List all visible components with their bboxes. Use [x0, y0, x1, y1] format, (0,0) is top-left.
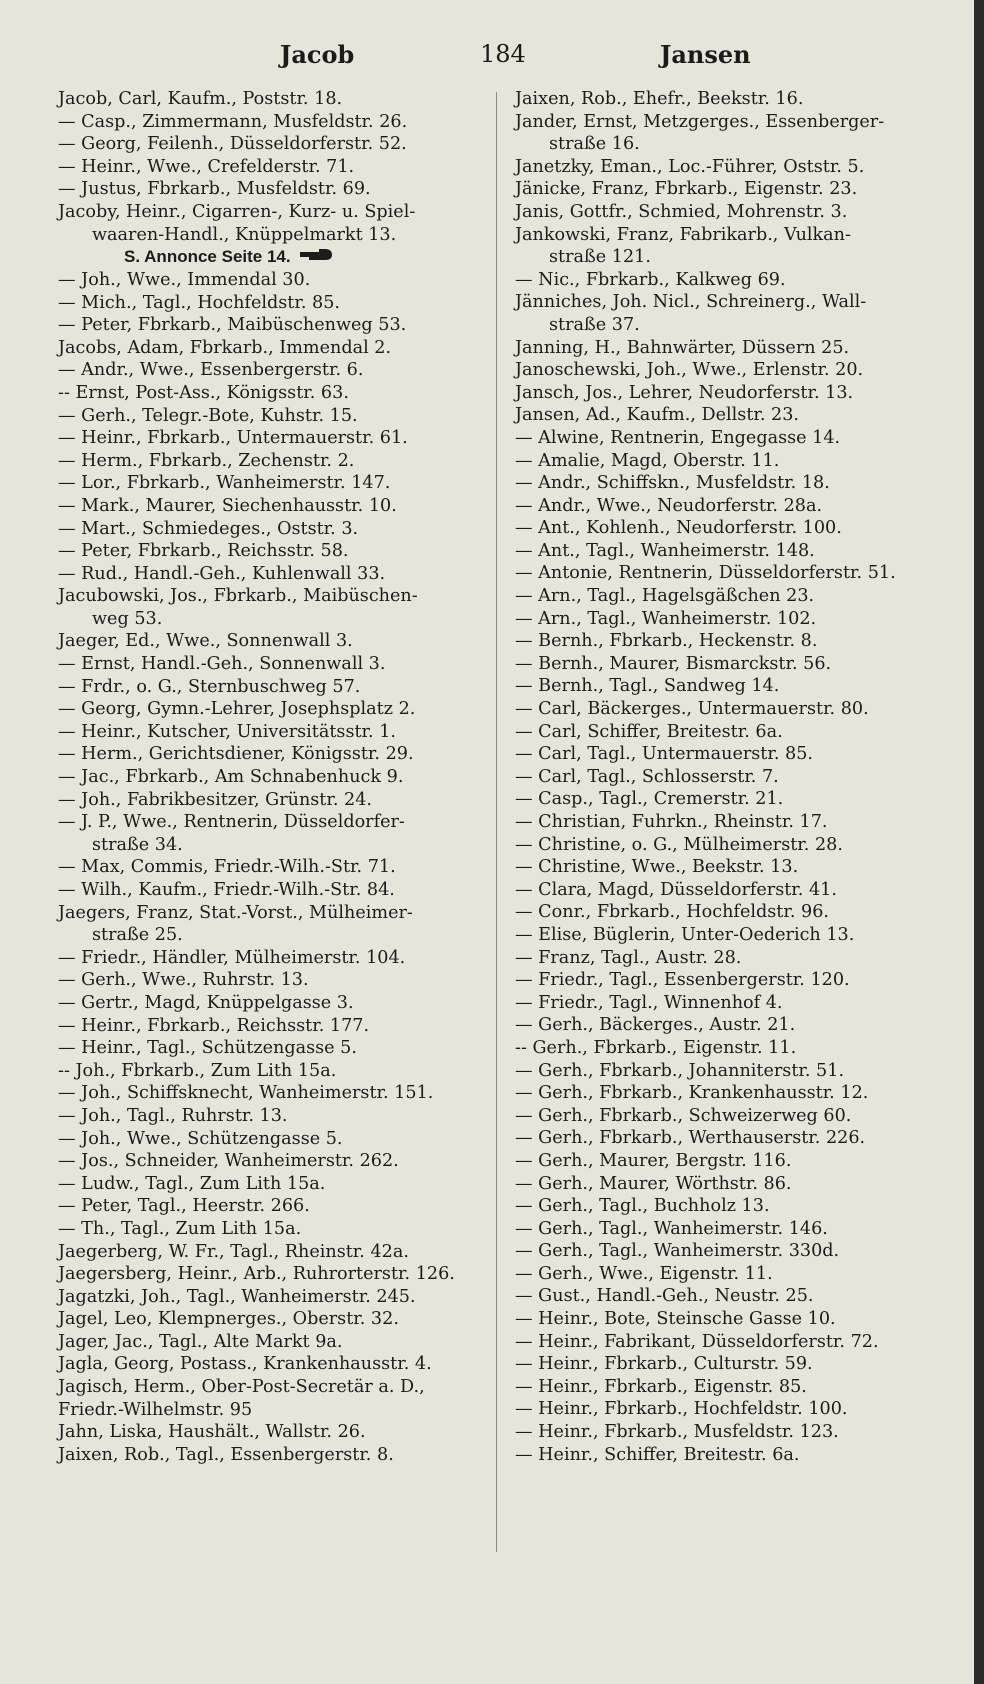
directory-entry: — Heinr., Kutscher, Universitätsstr. 1.: [58, 721, 397, 742]
directory-entry: -- Gerh., Fbrkarb., Eigenstr. 11.: [515, 1037, 797, 1058]
directory-entry: Jaixen, Rob., Ehefr., Beekstr. 16.: [515, 89, 804, 109]
directory-entry: — Gerh., Fbrkarb., Krankenhausstr. 12.: [515, 1083, 869, 1104]
directory-entry: — Antonie, Rentnerin, Düsseldorferstr. 51.: [515, 563, 896, 584]
directory-entry: — Mart., Schmiedeges., Oststr. 3.: [58, 518, 359, 539]
directory-entry: -- Ernst, Post-Ass., Königsstr. 63.: [58, 382, 349, 403]
directory-entry: — Bernh., Tagl., Sandweg 14.: [515, 676, 780, 697]
directory-entry: — Christine, o. G., Mülheimerstr. 28.: [515, 834, 843, 855]
directory-entry: — Herm., Fbrkarb., Zechenstr. 2.: [58, 450, 355, 471]
page-number: 184: [480, 40, 526, 68]
directory-entry: — Gerh., Wwe., Eigenstr. 11.: [515, 1263, 773, 1284]
directory-entry: Janning, H., Bahnwärter, Düssern 25.: [515, 337, 850, 358]
directory-entry: — Joh., Wwe., Immendal 30.: [58, 269, 311, 290]
directory-entry: Janetzky, Eman., Loc.-Führer, Oststr. 5.: [515, 156, 865, 177]
directory-entry: — Gerh., Tagl., Wanheimerstr. 146.: [515, 1218, 828, 1239]
directory-entry: straße 16.: [549, 134, 640, 155]
directory-entry: — Mark., Maurer, Siechenhausstr. 10.: [58, 495, 397, 516]
directory-entry: Jänniches, Joh. Nicl., Schreinerg., Wall-: [515, 292, 867, 313]
directory-entry: — Gerh., Telegr.-Bote, Kuhstr. 15.: [58, 405, 358, 426]
directory-entry: Jacoby, Heinr., Cigarren-, Kurz- u. Spiel-: [58, 201, 416, 222]
directory-entry: — Gerh., Tagl., Buchholz 13.: [515, 1196, 770, 1217]
column-divider: [496, 92, 497, 1552]
directory-entry: Jager, Jac., Tagl., Alte Markt 9a.: [58, 1331, 343, 1352]
directory-entry: Jacobs, Adam, Fbrkarb., Immendal 2.: [58, 337, 392, 358]
directory-entry: — Heinr., Fbrkarb., Musfeldstr. 123.: [515, 1422, 839, 1443]
directory-entry: Jansch, Jos., Lehrer, Neudorferstr. 13.: [515, 382, 854, 403]
header-left-name: Jacob: [280, 40, 355, 69]
directory-entry: — Georg, Feilenh., Düsseldorferstr. 52.: [58, 134, 407, 155]
directory-entry: — Bernh., Maurer, Bismarckstr. 56.: [515, 653, 832, 674]
directory-entry: — Heinr., Fbrkarb., Culturstr. 59.: [515, 1354, 813, 1375]
directory-entry: Friedr.-Wilhelmstr. 95: [58, 1399, 253, 1420]
directory-entry: — Ant., Tagl., Wanheimerstr. 148.: [515, 540, 815, 561]
directory-entry: — Heinr., Fbrkarb., Reichsstr. 177.: [58, 1015, 370, 1036]
directory-entry: — Joh., Wwe., Schützengasse 5.: [58, 1128, 343, 1149]
directory-entry: Jansen, Ad., Kaufm., Dellstr. 23.: [515, 405, 800, 426]
directory-entry: — Christine, Wwe., Beekstr. 13.: [515, 857, 799, 878]
directory-entry: Jänicke, Franz, Fbrkarb., Eigenstr. 23.: [515, 179, 858, 200]
directory-entry: — Th., Tagl., Zum Lith 15a.: [58, 1218, 302, 1239]
left-column: [58, 88, 488, 1466]
directory-entry: — Rud., Handl.-Geh., Kuhlenwall 33.: [58, 563, 386, 584]
directory-entry: Jacubowski, Jos., Fbrkarb., Maibüschen-: [58, 586, 418, 607]
directory-entry: — Gerh., Maurer, Bergstr. 116.: [515, 1150, 792, 1171]
directory-entry: — Ludw., Tagl., Zum Lith 15a.: [58, 1173, 326, 1194]
directory-entry: — Joh., Schiffsknecht, Wanheimerstr. 151.: [58, 1083, 434, 1104]
directory-entry: — Heinr., Fbrkarb., Eigenstr. 85.: [515, 1376, 807, 1397]
directory-entry: — Gerh., Wwe., Ruhrstr. 13.: [58, 970, 309, 991]
directory-entry: Jacob, Carl, Kaufm., Poststr. 18.: [58, 89, 343, 109]
directory-entry: Jaegersberg, Heinr., Arb., Ruhrorterstr. 126.: [58, 1264, 455, 1285]
directory-entry: — Arn., Tagl., Wanheimerstr. 102.: [515, 608, 817, 629]
directory-entry: — Wilh., Kaufm., Friedr.-Wilh.-Str. 84.: [58, 880, 395, 900]
directory-entry: — Bernh., Fbrkarb., Heckenstr. 8.: [515, 631, 818, 652]
directory-entry: -- Joh., Fbrkarb., Zum Lith 15a.: [58, 1060, 337, 1081]
directory-entry: — Gerh., Fbrkarb., Werthauserstr. 226.: [515, 1128, 866, 1149]
directory-entry: Jaixen, Rob., Tagl., Essenbergerstr. 8.: [58, 1444, 394, 1465]
directory-entry: — Ernst, Handl.-Geh., Sonnenwall 3.: [58, 654, 386, 675]
directory-entry: Jahn, Liska, Haushält., Wallstr. 26.: [58, 1422, 366, 1443]
directory-entry: — Andr., Wwe., Essenbergerstr. 6.: [58, 360, 364, 381]
directory-entry: — Heinr., Fbrkarb., Untermauerstr. 61.: [58, 428, 408, 449]
directory-entry: — Gerh., Fbrkarb., Johanniterstr. 51.: [515, 1060, 845, 1081]
directory-entry: — Elise, Büglerin, Unter-Oederich 13.: [515, 924, 855, 945]
directory-entry: — Carl, Tagl., Untermauerstr. 85.: [515, 744, 814, 765]
directory-entry: Jankowski, Franz, Fabrikarb., Vulkan-: [515, 224, 851, 245]
directory-entry: — Georg, Gymn.-Lehrer, Josephsplatz 2.: [58, 699, 416, 720]
directory-entry: — Arn., Tagl., Hagelsgäßchen 23.: [515, 586, 815, 607]
directory-entry: — Ant., Kohlenh., Neudorferstr. 100.: [515, 518, 842, 539]
directory-entry: Jaegerberg, W. Fr., Tagl., Rheinstr. 42a.: [58, 1241, 409, 1262]
directory-entry: — Clara, Magd, Düsseldorferstr. 41.: [515, 879, 837, 900]
pointing-hand-icon: [299, 246, 333, 269]
directory-entry: S. Annonce Seite 14.: [58, 246, 488, 269]
directory-entry: — Joh., Fabrikbesitzer, Grünstr. 24.: [58, 789, 373, 810]
directory-entry: — Jos., Schneider, Wanheimerstr. 262.: [58, 1151, 399, 1172]
directory-entry: — Lor., Fbrkarb., Wanheimerstr. 147.: [58, 473, 391, 494]
directory-entry: — J. P., Wwe., Rentnerin, Düsseldorfer-: [58, 812, 405, 833]
directory-entry: — Frdr., o. G., Sternbuschweg 57.: [58, 676, 361, 697]
directory-entry: — Carl, Schiffer, Breitestr. 6a.: [515, 721, 783, 742]
directory-entry: — Justus, Fbrkarb., Musfeldstr. 69.: [58, 179, 371, 200]
directory-entry: — Franz, Tagl., Austr. 28.: [515, 947, 742, 968]
directory-entry: — Heinr., Tagl., Schützengasse 5.: [58, 1038, 357, 1059]
directory-entry: — Herm., Gerichtsdiener, Königsstr. 29.: [58, 744, 414, 765]
directory-entry: — Peter, Fbrkarb., Reichsstr. 58.: [58, 541, 349, 562]
directory-entry: — Nic., Fbrkarb., Kalkweg 69.: [515, 269, 786, 290]
directory-entry: Jagatzki, Joh., Tagl., Wanheimerstr. 245.: [58, 1286, 416, 1307]
directory-entry: straße 121.: [549, 247, 651, 268]
directory-entry: — Andr., Wwe., Neudorferstr. 28a.: [515, 495, 823, 516]
directory-entry: — Joh., Tagl., Ruhrstr. 13.: [58, 1105, 288, 1126]
directory-entry: — Gerh., Fbrkarb., Schweizerweg 60.: [515, 1105, 852, 1126]
directory-entry: Janis, Gottfr., Schmied, Mohrenstr. 3.: [515, 201, 848, 222]
directory-entry: — Conr., Fbrkarb., Hochfeldstr. 96.: [515, 902, 829, 923]
header-right-name: Jansen: [660, 40, 751, 69]
directory-entry: Jagel, Leo, Klempnerges., Oberstr. 32.: [58, 1309, 399, 1330]
directory-entry: — Gerh., Tagl., Wanheimerstr. 330d.: [515, 1241, 840, 1262]
directory-entry: — Gust., Handl.-Geh., Neustr. 25.: [515, 1286, 814, 1307]
directory-entry: — Friedr., Händler, Mülheimerstr. 104.: [58, 947, 406, 968]
directory-entry: — Carl, Bäckerges., Untermauerstr. 80.: [515, 699, 869, 720]
directory-entry: Jagla, Georg, Postass., Krankenhausstr. 4.: [58, 1354, 432, 1375]
directory-entry: Jaeger, Ed., Wwe., Sonnenwall 3.: [58, 631, 353, 652]
directory-entry: — Friedr., Tagl., Winnenhof 4.: [515, 992, 783, 1013]
directory-entry: — Gertr., Magd, Knüppelgasse 3.: [58, 992, 354, 1013]
directory-entry: — Gerh., Maurer, Wörthstr. 86.: [515, 1173, 792, 1194]
directory-entry: — Jac., Fbrkarb., Am Schnabenhuck 9.: [58, 767, 404, 788]
directory-entry: — Andr., Schiffskn., Musfeldstr. 18.: [515, 473, 830, 494]
directory-entry: — Christian, Fuhrkn., Rheinstr. 17.: [515, 812, 828, 832]
directory-entry: — Casp., Tagl., Cremerstr. 21.: [515, 789, 784, 810]
directory-entry: — Mich., Tagl., Hochfeldstr. 85.: [58, 292, 340, 313]
directory-entry: Jander, Ernst, Metzgerges., Essenberger-: [515, 111, 885, 132]
directory-entry: — Heinr., Fbrkarb., Hochfeldstr. 100.: [515, 1399, 848, 1420]
directory-entry: — Heinr., Fabrikant, Düsseldorferstr. 72.: [515, 1331, 879, 1352]
directory-entry: — Heinr., Wwe., Crefelderstr. 71.: [58, 156, 355, 177]
directory-entry: straße 25.: [92, 925, 183, 946]
directory-entry: — Alwine, Rentnerin, Engegasse 14.: [515, 427, 841, 448]
directory-entry: — Carl, Tagl., Schlosserstr. 7.: [515, 766, 779, 787]
directory-entry: waaren-Handl., Knüppelmarkt 13.: [92, 224, 397, 245]
directory-entry: weg 53.: [92, 608, 163, 629]
directory-entry: — Gerh., Bäckerges., Austr. 21.: [515, 1015, 796, 1036]
right-column: [515, 88, 943, 1466]
directory-entry: Janoschewski, Joh., Wwe., Erlenstr. 20.: [515, 360, 864, 381]
directory-entry: straße 37.: [549, 314, 640, 335]
directory-entry: Jaegers, Franz, Stat.-Vorst., Mülheimer-: [58, 902, 413, 923]
directory-entry: — Max, Commis, Friedr.-Wilh.-Str. 71.: [58, 857, 396, 878]
directory-entry: Jagisch, Herm., Ober-Post-Secretär a. D.,: [58, 1377, 425, 1398]
directory-entry: — Amalie, Magd, Oberstr. 11.: [515, 450, 780, 471]
directory-entry: — Casp., Zimmermann, Musfeldstr. 26.: [58, 111, 408, 132]
directory-entry: — Heinr., Bote, Steinsche Gasse 10.: [515, 1309, 836, 1330]
directory-entry: straße 34.: [92, 834, 183, 855]
directory-entry: — Friedr., Tagl., Essenbergerstr. 120.: [515, 970, 850, 991]
directory-entry: — Peter, Fbrkarb., Maibüschenweg 53.: [58, 315, 407, 336]
directory-entry: — Peter, Tagl., Heerstr. 266.: [58, 1196, 310, 1217]
page-header: [0, 40, 974, 80]
directory-entry: — Heinr., Schiffer, Breitestr. 6a.: [515, 1444, 800, 1465]
